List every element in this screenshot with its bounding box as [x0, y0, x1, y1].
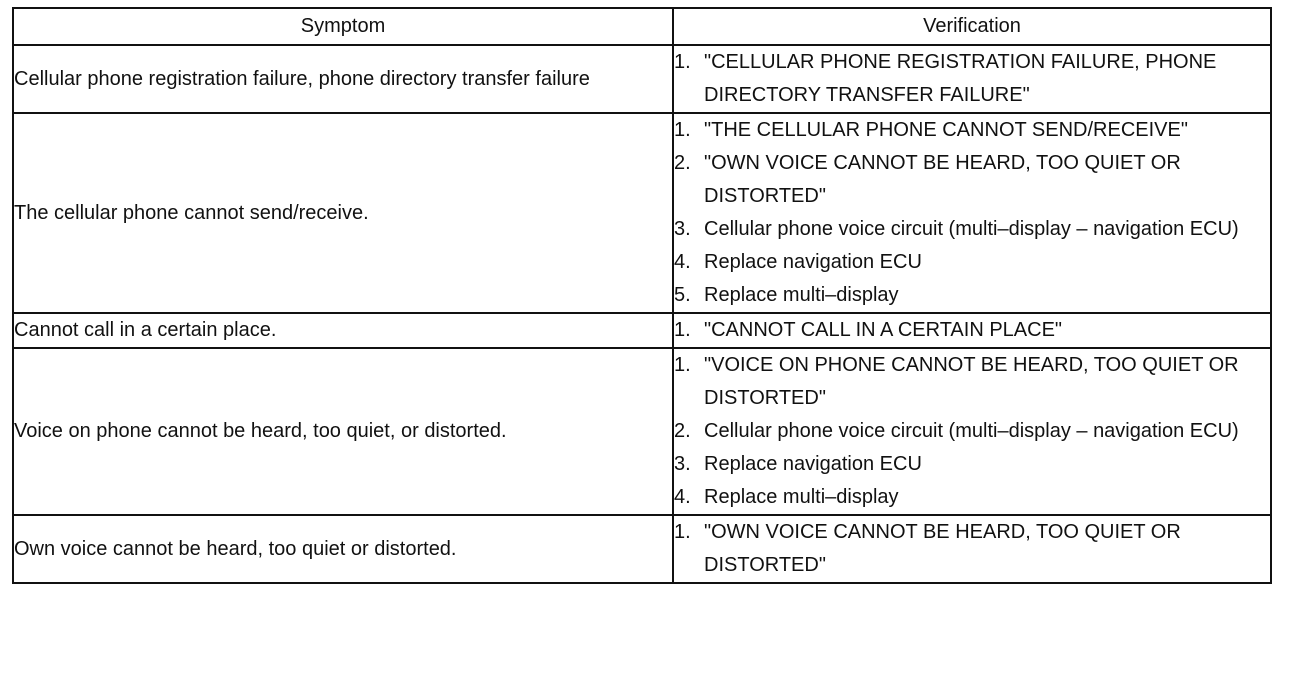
table-row [13, 515, 1271, 583]
verification-step [674, 448, 1270, 481]
step-text: Cellular phone voice circuit (multi–display – navigation ECU) [704, 218, 1239, 240]
step-text: "CANNOT CALL IN A CERTAIN PLACE" [704, 319, 1063, 341]
table-row [13, 313, 1271, 348]
table-row [13, 348, 1271, 515]
step-text: "OWN VOICE CANNOT BE HEARD, TOO QUIET OR DISTORTED" [704, 521, 1181, 576]
step-number: 2. [674, 152, 691, 174]
verification-step [674, 46, 1270, 112]
step-text: Replace navigation ECU [704, 453, 922, 475]
verification-cell [673, 313, 1271, 348]
step-text: Replace multi–display [704, 284, 899, 306]
verification-steps-list [674, 114, 1270, 312]
verification-steps-list [674, 349, 1270, 514]
symptom-cell: Cellular phone registration failure, phone directory transfer failure [13, 45, 673, 113]
step-number: 5. [674, 284, 691, 306]
step-text: "THE CELLULAR PHONE CANNOT SEND/RECEIVE" [704, 119, 1188, 141]
step-number: 1. [674, 521, 691, 543]
symptom-cell: Cannot call in a certain place. [13, 313, 673, 348]
table-row [13, 113, 1271, 313]
table-body [13, 45, 1271, 583]
symptom-verification-table [12, 7, 1272, 584]
step-number: 1. [674, 51, 691, 73]
verification-step [674, 147, 1270, 213]
step-number: 1. [674, 319, 691, 341]
verification-step [674, 481, 1270, 514]
verification-cell [673, 515, 1271, 583]
step-text: Replace multi–display [704, 486, 899, 508]
verification-step [674, 516, 1270, 582]
verification-step [674, 349, 1270, 415]
step-number: 4. [674, 251, 691, 273]
step-text: Replace navigation ECU [704, 251, 922, 273]
symptom-column-header: Symptom [13, 8, 673, 45]
step-number: 3. [674, 453, 691, 475]
verification-cell [673, 348, 1271, 515]
verification-cell [673, 113, 1271, 313]
verification-step [674, 246, 1270, 279]
verification-cell [673, 45, 1271, 113]
verification-column-header: Verification [673, 8, 1271, 45]
symptom-cell: Own voice cannot be heard, too quiet or distorted. [13, 515, 673, 583]
step-number: 4. [674, 486, 691, 508]
symptom-cell: Voice on phone cannot be heard, too quiet, or distorted. [13, 348, 673, 515]
step-text: Cellular phone voice circuit (multi–display – navigation ECU) [704, 420, 1239, 442]
verification-step [674, 213, 1270, 246]
verification-step [674, 114, 1270, 147]
table-row [13, 45, 1271, 113]
step-text: "VOICE ON PHONE CANNOT BE HEARD, TOO QUIET OR DISTORTED" [704, 354, 1239, 409]
step-number: 2. [674, 420, 691, 442]
symptom-cell: The cellular phone cannot send/receive. [13, 113, 673, 313]
verification-steps-list [674, 516, 1270, 582]
verification-step [674, 314, 1270, 347]
verification-steps-list [674, 314, 1270, 347]
table-header-row [13, 8, 1271, 45]
verification-step [674, 415, 1270, 448]
step-text: "OWN VOICE CANNOT BE HEARD, TOO QUIET OR DISTORTED" [704, 152, 1181, 207]
verification-steps-list [674, 46, 1270, 112]
verification-step [674, 279, 1270, 312]
step-number: 3. [674, 218, 691, 240]
step-number: 1. [674, 354, 691, 376]
step-number: 1. [674, 119, 691, 141]
step-text: "CELLULAR PHONE REGISTRATION FAILURE, PHONE DIRECTORY TRANSFER FAILURE" [704, 51, 1217, 106]
